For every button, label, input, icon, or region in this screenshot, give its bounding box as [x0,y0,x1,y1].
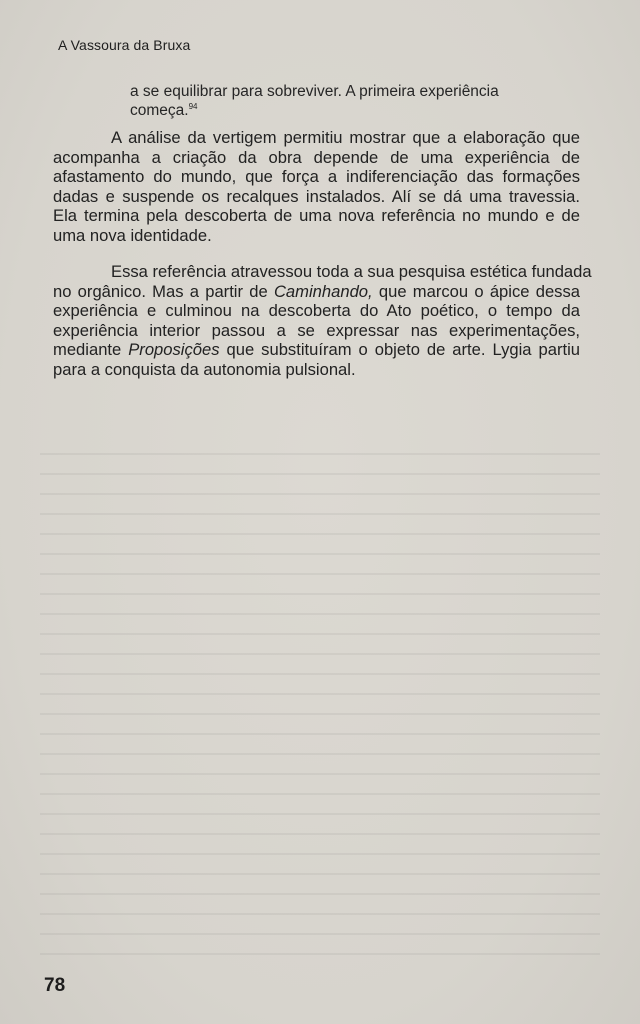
paragraph-line: Ela termina pela descoberta de uma nova referência no mundo e de [53,206,580,226]
paragraph-line: acompanha a criação da obra depende de uma experiência de [53,147,580,167]
paragraph-line: experiência interior passou a se expressar nas experimentações, [53,320,580,340]
line-text: no orgânico. Mas a partir de [53,281,274,301]
page-number: 78 [44,975,66,996]
work-title-caminhando: Caminhando, [273,281,373,301]
paragraph-line: para a conquista da autonomia pulsional. [53,359,356,379]
paragraph-line: dadas e suspende os recalques instalados. Alí se dá uma travessia. [53,186,580,206]
running-header: A Vassoura da Bruxa [58,37,191,53]
paragraph-aesthetic-research [53,262,592,380]
paragraph-line: uma nova identidade. [53,225,212,245]
line-text: que marcou o ápice dessa [372,281,580,301]
paragraph-line: A análise da vertigem permitiu mostrar que a elaboração que [111,128,580,147]
paragraph-line [53,340,580,360]
paragraph-line [53,282,580,302]
paragraph-vertigo-analysis [53,128,580,246]
quote-line [130,101,530,120]
work-title-proposicoes: Proposições [128,340,220,360]
line-text: que substituíram o objeto de arte. Lygia partiu [219,340,581,360]
paragraph-line: Essa referência atravessou toda a sua pesquisa estética fundada [111,262,592,281]
footnote-reference: 94 [188,102,198,111]
quote-line: a se equilibrar para sobreviver. A primeira experiência [130,83,499,100]
line-text: mediante [53,340,129,360]
paragraph-line: experiência e culminou na descoberta do Ato poético, o tempo da [53,301,580,321]
block-quote [130,82,530,120]
paragraph-line: afastamento do mundo, que força a indiferenciação das formações [53,167,580,187]
show-through-texture [40,440,600,960]
quote-text: começa. [130,102,189,119]
